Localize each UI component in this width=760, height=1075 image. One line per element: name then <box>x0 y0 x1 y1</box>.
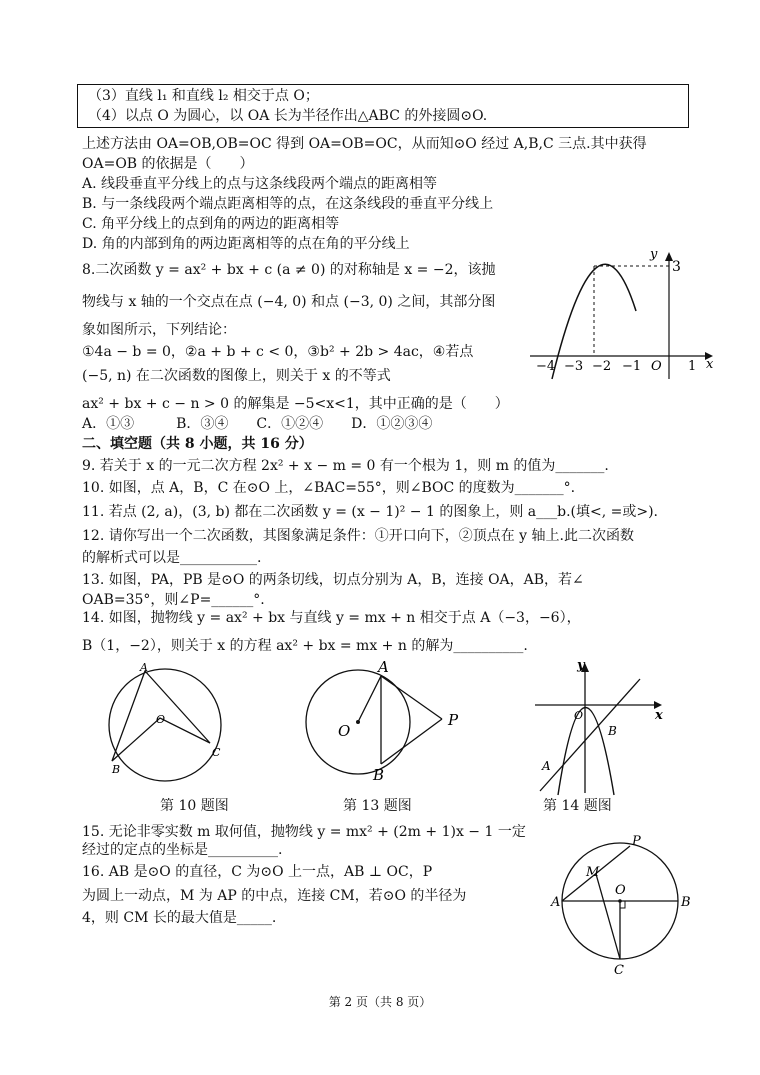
q8-y-label: y <box>650 247 658 262</box>
fig13-caption: 第 13 题图 <box>343 798 412 814</box>
q8-line-6: ax² + bx + c − n > 0 的解集是 −5<x<1，其中正确的是（ ） <box>82 396 509 412</box>
method-steps-box <box>77 84 689 128</box>
q15-line-1: 15. 无论非零实数 m 取何值，抛物线 y = mx² + (2m + 1)x − 1 一定 <box>82 824 526 840</box>
fig14-origin: O <box>574 709 584 722</box>
fig16-label-b: B <box>681 895 691 910</box>
q11: 11. 若点 (2, a)，(3, b) 都在二次函数 y = (x − 1)² − 1 的图象上，则 a___b.(填<, =或>). <box>82 504 659 520</box>
fig14-y-label: y <box>577 658 585 673</box>
q10: 10. 如图，点 A，B，C 在⊙O 上，∠BAC=55°，则∠BOC 的度数为_______°. <box>82 480 576 496</box>
fig16-label-p: P <box>632 834 641 849</box>
q7-stem-1: 上述方法由 OA=OB,OB=OC 得到 OA=OB=OC，从而知⊙O 经过 A,B,C 三点.其中获得 <box>82 136 647 152</box>
fig13-label-o: O <box>338 722 351 740</box>
fig16-label-o: O <box>615 883 626 898</box>
q14-line-1: 14. 如图，抛物线 y = ax² + bx 与直线 y = mx + n 相交于点 A（−3，−6）， <box>82 610 581 626</box>
q8-x-label: x <box>706 357 714 372</box>
q8-tick-1: 1 <box>688 359 697 374</box>
q9: 9. 若关于 x 的一元二次方程 2x² + x − m = 0 有一个根为 1，则 m 的值为_______. <box>82 458 609 474</box>
q8-tick-neg1: −1 <box>622 359 642 374</box>
q8-options: A．①③ B．③④ C．①②④ D．①②③④ <box>82 416 433 432</box>
q16-line-3: 4，则 CM 长的最大值是_____. <box>82 910 277 926</box>
fig10-label-c: C <box>212 746 221 759</box>
section-fill-in-blank: 二、填空题（共 8 小题，共 16 分） <box>82 436 313 452</box>
q14-line-2: B（1，−2），则关于 x 的方程 ax² + bx = mx + n 的解为__________. <box>82 638 528 654</box>
fig10-label-a: A <box>140 661 148 674</box>
q7-option-c: C. 角平分线上的点到角的两边的距离相等 <box>82 216 340 232</box>
fig10-circle-diagram <box>100 660 235 795</box>
q8-line-4: ①4a − b = 0，②a + b + c < 0，③b² + 2b > 4ac，④若点 <box>82 344 474 360</box>
q13-line-2: OAB=35°，则∠P=______°. <box>82 592 265 608</box>
q8-y-tick-3: 3 <box>672 259 681 275</box>
q7-option-d: D. 角的内部到角的两边距离相等的点在角的平分线上 <box>82 236 410 252</box>
q8-line-5: (−5, n) 在二次函数的图像上，则关于 x 的不等式 <box>82 368 391 384</box>
fig14-parabola-line-diagram <box>530 655 670 795</box>
step-3: （3）直线 l₁ 和直线 l₂ 相交于点 O； <box>88 88 319 104</box>
page-footer: 第 2 页（共 8 页） <box>328 995 432 1009</box>
q16-line-2: 为圆上一动点，M 为 AP 的中点，连接 CM，若⊙O 的半径为 <box>82 888 467 904</box>
fig14-x-label: x <box>655 708 663 723</box>
fig14-label-a: A <box>542 759 551 773</box>
q8-origin: O <box>651 359 662 374</box>
fig16-label-c: C <box>614 963 624 978</box>
q12-line-1: 12. 请你写出一个二次函数，其图象满足条件：①开口向下，②顶点在 y 轴上.此二次函数 <box>82 528 634 544</box>
fig16-label-m: M <box>586 865 600 880</box>
q7-option-a: A. 线段垂直平分线上的点与这条线段两个端点的距离相等 <box>82 176 438 192</box>
q8-line-2: 物线与 x 轴的一个交点在点 (−4, 0) 和点 (−3, 0) 之间，其部分图 <box>82 294 496 310</box>
q7-stem-2: OA=OB 的依据是（ ） <box>82 156 254 172</box>
q8-tick-neg4: −4 <box>536 359 556 374</box>
fig10-label-b: B <box>112 763 121 776</box>
step-4: （4）以点 O 为圆心，以 OA 长为半径作出△ABC 的外接圆⊙O. <box>88 108 488 124</box>
fig10-label-o: O <box>156 713 166 726</box>
fig14-caption: 第 14 题图 <box>543 798 612 814</box>
fig13-label-b: B <box>373 766 385 784</box>
q8-tick-neg3: −3 <box>564 359 584 374</box>
fig16-label-a: A <box>551 895 561 910</box>
q8-parabola-graph <box>530 244 720 379</box>
fig10-caption: 第 10 题图 <box>160 798 229 814</box>
q12-line-2: 的解析式可以是___________. <box>82 550 262 566</box>
q7-option-b: B. 与一条线段两个端点距离相等的点，在这条线段的垂直平分线上 <box>82 196 494 212</box>
fig16-circle-diagram <box>545 828 695 978</box>
q15-line-2: 经过的定点的坐标是__________. <box>82 842 283 858</box>
fig13-tangent-diagram <box>300 656 470 786</box>
q8-tick-neg2: −2 <box>592 359 612 374</box>
q13-line-1: 13. 如图，PA，PB 是⊙O 的两条切线，切点分别为 A，B，连接 OA，AB，若∠ <box>82 572 584 588</box>
q16-line-1: 16. AB 是⊙O 的直径，C 为⊙O 上一点，AB ⊥ OC，P <box>82 864 433 880</box>
q8-line-3: 象如图所示，下列结论： <box>82 322 236 338</box>
fig14-label-b: B <box>608 724 617 738</box>
fig13-label-p: P <box>448 711 459 729</box>
q8-line-1: 8.二次函数 y = ax² + bx + c (a ≠ 0) 的对称轴是 x = −2，该抛 <box>82 262 496 278</box>
fig13-label-a: A <box>378 658 389 676</box>
